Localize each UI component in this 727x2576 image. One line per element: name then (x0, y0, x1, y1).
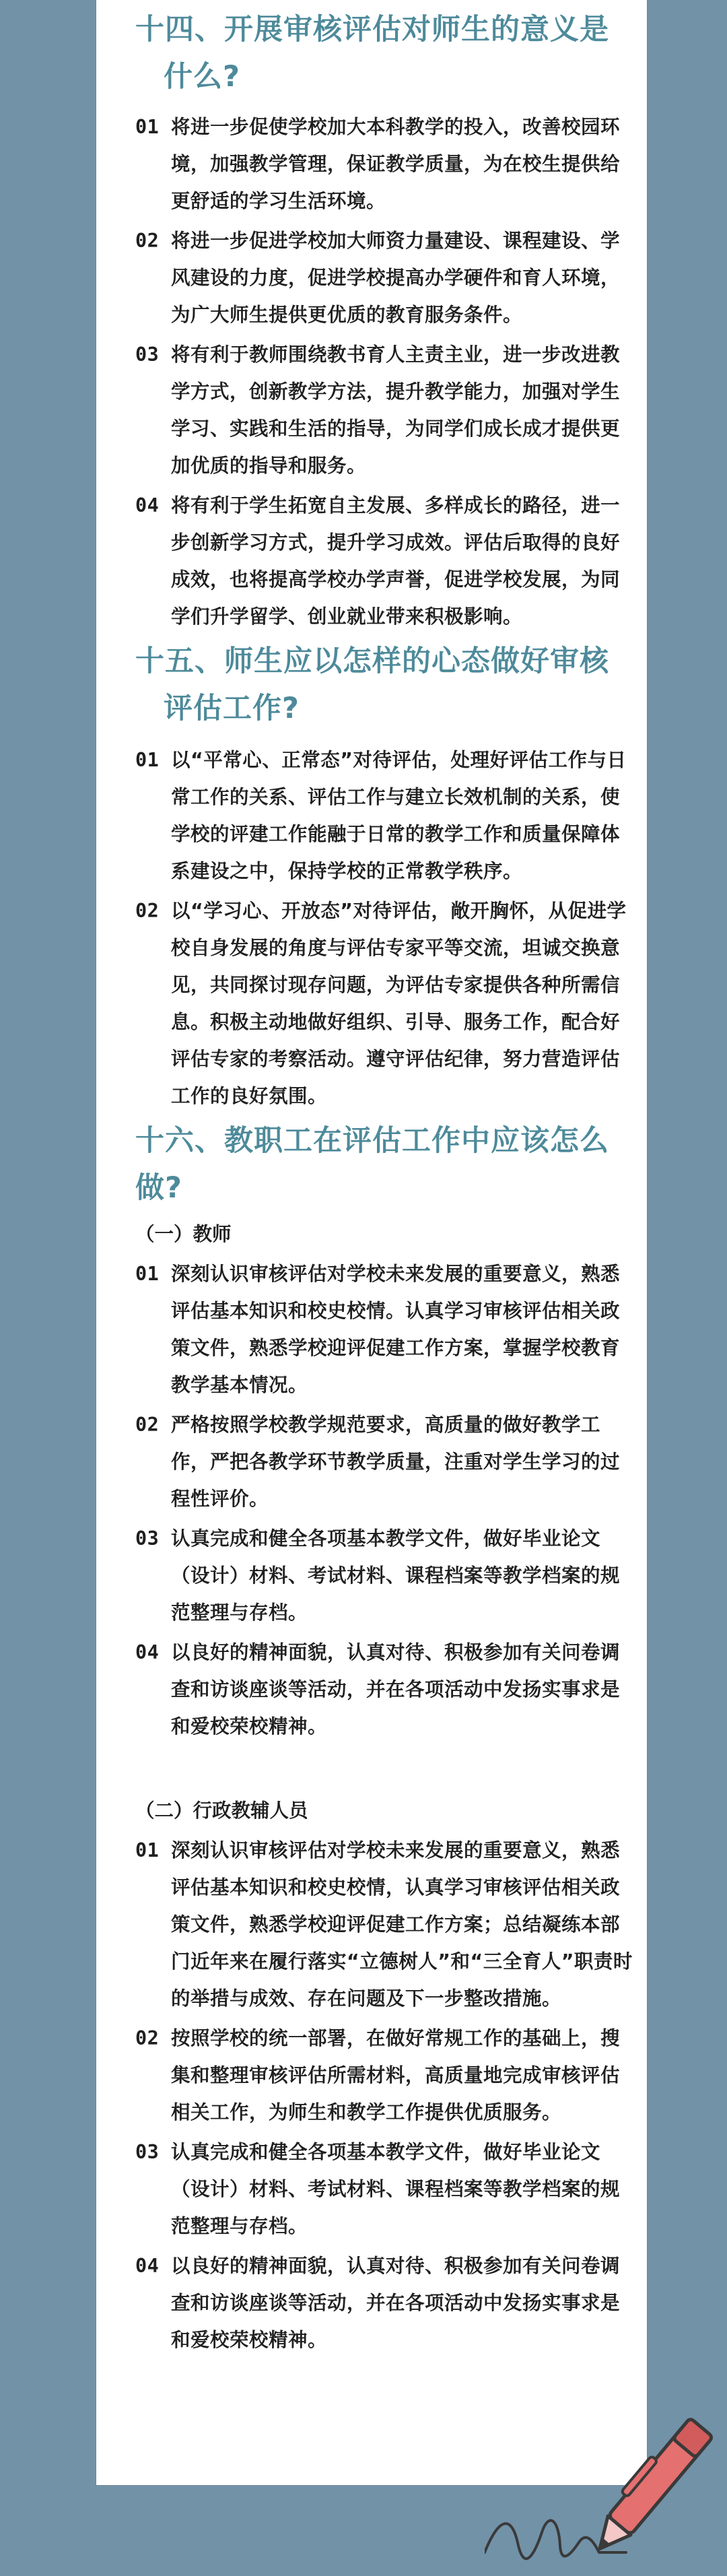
item-text: 深刻认识审核评估对学校未来发展的重要意义，熟悉评估基本知识和校史校情。认真学习审核评估相关政策文件，熟悉学校迎评促建工作方案，掌握学校教育教学基本情况。 (171, 1263, 621, 1396)
item-text: 深刻认识审核评估对学校未来发展的重要意义，熟悉评估基本知识和校史校情，认真学习审核评估相关政策文件，熟悉学校迎评促建工作方案；总结凝练本部门近年来在履行落实“立德树人”和“三全育人”职责时的举措与成效、存在问题及下一步整改措施。 (171, 1839, 633, 2010)
section-14-item-03 (135, 336, 633, 484)
section-15-title (135, 638, 633, 732)
item-number: 03 (135, 1527, 160, 1550)
admin-item-04 (135, 2247, 633, 2358)
document-card (96, 0, 647, 2485)
item-number: 02 (135, 1414, 160, 1436)
section-16-title (135, 1117, 633, 1212)
item-text: 认真完成和健全各项基本教学文件，做好毕业论文（设计）材料、考试材料、课程档案等教学档案的规范整理与存档。 (171, 2141, 621, 2237)
item-text: 认真完成和健全各项基本教学文件，做好毕业论文（设计）材料、考试材料、课程档案等教学档案的规范整理与存档。 (171, 1527, 621, 1624)
section-14 (135, 6, 633, 635)
section-15-item-02 (135, 892, 633, 1115)
item-text: 按照学校的统一部署，在做好常规工作的基础上，搜集和整理审核评估所需材料，高质量地完成审核评估相关工作，为师生和教学工作提供优质服务。 (171, 2027, 621, 2123)
section-16 (135, 1117, 633, 2358)
section-14-title-line2: 什么? (164, 60, 240, 94)
item-number: 04 (135, 494, 160, 517)
item-number: 01 (135, 749, 160, 771)
item-text: 以“平常心、正常态”对待评估，处理好评估工作与日常工作的关系、评估工作与建立长效机制的关系，使学校的评建工作能融于日常的教学工作和质量保障体系建设之中，保持学校的正常教学秩序。 (171, 749, 627, 882)
admin-item-03 (135, 2134, 633, 2245)
section-16-title-line1: 十六、教职工在评估工作中应该怎么做? (135, 1124, 609, 1205)
section-14-item-02 (135, 222, 633, 333)
teachers-item-04 (135, 1634, 633, 1745)
item-number: 02 (135, 230, 160, 252)
group-teachers-label: （一）教师 (135, 1223, 232, 1245)
item-number: 03 (135, 2141, 160, 2163)
admin-item-02 (135, 2020, 633, 2131)
item-number: 01 (135, 1263, 160, 1285)
item-number: 04 (135, 1641, 160, 1663)
item-number: 01 (135, 116, 160, 138)
item-number: 04 (135, 2255, 160, 2277)
admin-item-01 (135, 1832, 633, 2017)
section-14-item-01 (135, 108, 633, 220)
teachers-item-01 (135, 1255, 633, 1403)
item-text: 严格按照学校教学规范要求，高质量的做好教学工作，严把各教学环节教学质量，注重对学生学习的过程性评价。 (171, 1414, 621, 1510)
item-text: 以良好的精神面貌，认真对待、积极参加有关问卷调查和访谈座谈等活动，并在各项活动中发扬实事求是和爱校荣校精神。 (171, 1641, 621, 1738)
section-14-title (135, 6, 633, 100)
item-text: 将有利于学生拓宽自主发展、多样成长的路径，进一步创新学习方式，提升学习成效。评估后取得的良好成效，也将提高学校办学声誉，促进学校发展，为同学们升学留学、创业就业带来积极影响。 (171, 494, 621, 628)
teachers-item-02 (135, 1406, 633, 1517)
item-number: 01 (135, 1839, 160, 1861)
teachers-item-03 (135, 1520, 633, 1631)
item-number: 03 (135, 343, 160, 366)
document-content (135, 0, 633, 2358)
section-15-title-line2: 评估工作? (164, 692, 300, 725)
pen-icon (485, 2350, 727, 2576)
item-text: 将有利于教师围绕教书育人主责主业，进一步改进教学方式，创新教学方法，提升教学能力，加强对学生学习、实践和生活的指导，为同学们成长成才提供更加优质的指导和服务。 (171, 343, 621, 477)
item-text: 以良好的精神面貌，认真对待、积极参加有关问卷调查和访谈座谈等活动，并在各项活动中发扬实事求是和爱校荣校精神。 (171, 2255, 621, 2351)
item-text: 将进一步促使学校加大本科教学的投入，改善校园环境，加强教学管理，保证教学质量，为在校生提供给更舒适的学习生活环境。 (171, 116, 621, 212)
section-15-item-01 (135, 741, 633, 890)
section-15 (135, 638, 633, 1115)
section-14-title-line1: 十四、开展审核评估对师生的意义是 (135, 13, 609, 46)
section-14-item-04 (135, 487, 633, 635)
item-number: 02 (135, 2027, 160, 2049)
item-text: 将进一步促进学校加大师资力量建设、课程建设、学风建设的力度，促进学校提高办学硬件和育人环境，为广大师生提供更优质的教育服务条件。 (171, 230, 621, 326)
item-number: 02 (135, 900, 160, 922)
item-text: 以“学习心、开放态”对待评估，敞开胸怀，从促进学校自身发展的角度与评估专家平等交流，坦诚交换意见，共同探讨现存问题，为评估专家提供各种所需信息。积极主动地做好组织、引导、服务工作，配合好评估专家的考察活动。遵守评估纪律，努力营造评估工作的良好氛围。 (171, 900, 627, 1107)
section-15-title-line1: 十五、师生应以怎样的心态做好审核 (135, 645, 609, 678)
group-admin-staff-label: （二）行政教辅人员 (135, 1799, 308, 1822)
